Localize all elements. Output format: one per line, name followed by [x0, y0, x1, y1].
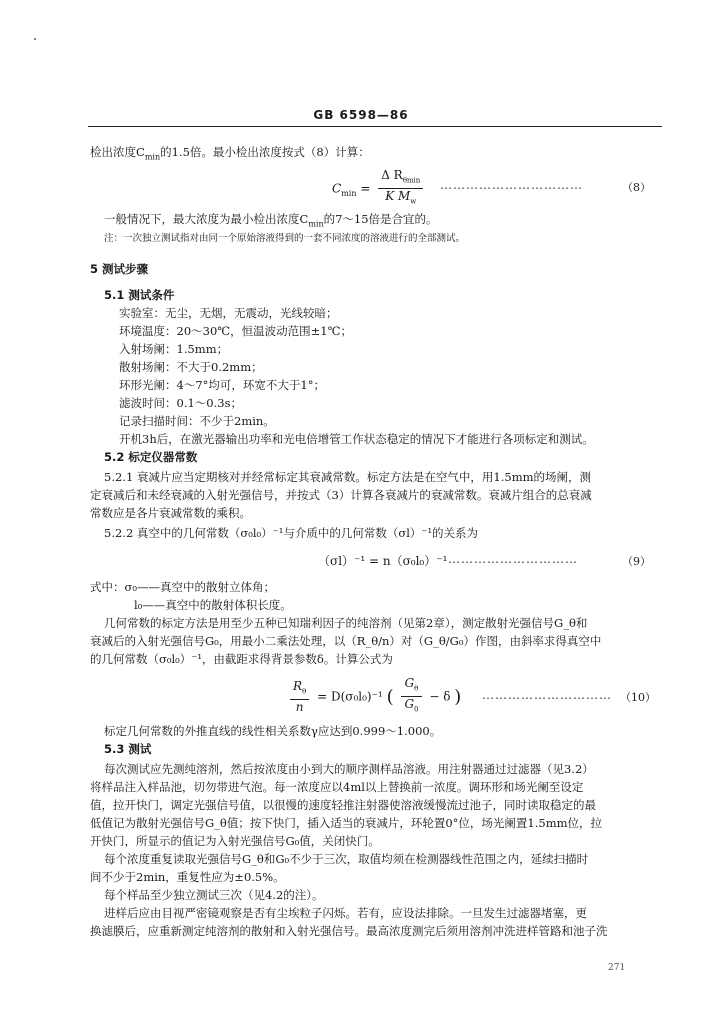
equation-8-fraction: $\frac{\Delta R_{\theta min}}{K M_w}$ [378, 168, 423, 210]
paragraph-line: 检出浓度$C_{min}$的1.5倍。最小检出浓度按式（8）计算： [90, 145, 370, 162]
equation-9-leader: ………………………… [448, 552, 578, 566]
paragraph-line: 将样品注入样品池，切勿带进气泡。每一浓度应以4ml以上替换前一浓度。调环形和场光阑至设定 [90, 780, 584, 794]
equation-10-lhs-fraction: $\frac{R_\theta}{n}$ [290, 679, 309, 715]
paragraph-line: 衰减后的入射光强信号G₀，用最小二乘法处理，以（R_θ/n）对（G_θ/G₀）作图，由斜率求得真空中 [90, 634, 602, 648]
equation-8-number: （8） [622, 181, 651, 194]
equation-8: $C_{min}$ = $\frac{\Delta R_{\theta min}}{K M_w}$ [332, 168, 427, 210]
section-5-1-heading: 5.1 测试条件 [104, 288, 175, 302]
condition-temperature: 环境温度：20～30℃，恒温波动范围±1℃； [119, 324, 352, 338]
paragraph-line: 每个浓度重复读取光强信号G_θ和G₀不少于三次，取值均须在检测器线性范围之内，延续扫描时 [104, 852, 589, 866]
section-5-2-heading: 5.2 标定仪器常数 [104, 450, 198, 464]
paragraph-line: 低值记为散射光强信号G_θ值；按下快门，插入适当的衰减片，环轮置0°位，场光阑置1.5mm位，拉 [90, 816, 603, 830]
condition-filter-time: 滤波时间：0.1～0.3s； [119, 396, 242, 410]
condition-scan-time: 记录扫描时间：不少于2min。 [119, 414, 275, 428]
condition-lab: 实验室：无尘，无烟，无震动，光线较暗； [119, 306, 338, 320]
equation-10-number: （10） [620, 691, 656, 704]
equation-9-number: （9） [622, 555, 651, 568]
scan-speck [34, 38, 36, 40]
equation-10-leader: ………………………… [482, 688, 612, 702]
condition-scatter-aperture: 散射场阑：不大于0.2mm； [119, 360, 263, 374]
paragraph-line: 5.2.2 真空中的几何常数（σ₀l₀）⁻¹与介质中的几何常数（σl）⁻¹的关系为 [104, 526, 479, 540]
paragraph-line: 开机3h后，在激光器输出功率和光电倍增管工作状态稳定的情况下才能进行各项标定和测试。 [119, 432, 594, 446]
condition-incident-aperture: 入射场阑：1.5mm； [119, 342, 229, 356]
paragraph-line: 换滤膜后，应重新测定纯溶剂的散射和入射光强信号。最高浓度测完后须用溶剂冲洗进样管路和池子洗 [90, 924, 608, 938]
paragraph-line: 的几何常数（σ₀l₀）⁻¹，由截距求得背景参数δ。计算公式为 [90, 652, 393, 666]
paragraph-line: 开快门，所显示的值记为入射光强信号G₀值，关闭快门。 [90, 834, 380, 848]
paragraph-line: 一般情况下，最大浓度为最小检出浓度$C_{min}$的7～15倍是合宜的。 [104, 212, 438, 229]
header-rule [88, 126, 662, 127]
paragraph-line: 常数应是各片衰减常数的乘积。 [90, 506, 251, 520]
paragraph-line: 进样后应由目视严密镜观察是否有尘埃粒子闪烁。若有，应设法排除。一旦发生过滤器堵塞，更 [104, 906, 587, 920]
paragraph-line: 值，拉开快门，调定光强信号值，以很慢的速度轻推注射器使溶液缓慢流过池子，同时读取稳定的最 [90, 798, 596, 812]
paragraph-line: 标定几何常数的外推直线的线性相关系数γ应达到0.999～1.000。 [104, 724, 442, 738]
section-5-3-heading: 5.3 测试 [104, 742, 152, 756]
paragraph-line: 几何常数的标定方法是用至少五种已知瑞利因子的纯溶剂（见第2章），测定散射光强信号G_θ和 [104, 616, 588, 630]
paragraph-line: 定衰减后和未经衰减的入射光强信号，并按式（3）计算各衰减片的衰减常数。衰减片组合的总衰减 [90, 488, 592, 502]
note-line: 注：一次独立测试指对由同一个原始溶液得到的一套不同浓度的溶液进行的全部测试。 [104, 233, 466, 244]
equation-10: $\frac{R_\theta}{n}$ = D(σ₀l₀)⁻¹ ( $\frac{G_\theta}{G_0}$ − δ ) [286, 676, 461, 718]
paragraph-line: 5.2.1 衰减片应当定期核对并经常标定其衰减常数。标定方法是在空气中，用1.5mm的场阑，测 [104, 470, 592, 484]
section-5-heading: 5 测试步骤 [90, 262, 149, 276]
where-line: 式中：σ₀——真空中的散射立体角； [90, 580, 275, 594]
equation-9: （σl）⁻¹ = n（σ₀l₀）⁻¹ [318, 554, 448, 568]
standard-code-header: GB 6598—86 [313, 108, 409, 122]
paragraph-line: 每次测试应先测纯溶剂，然后按浓度由小到大的顺序测样品溶液。用注射器通过过滤器（见3.2） [104, 762, 594, 776]
paragraph-line: 每个样品至少独立测试三次（见4.2的注）。 [104, 888, 324, 902]
equation-10-ratio-fraction: $\frac{G_\theta}{G_0}$ [401, 676, 421, 718]
where-line: l₀——真空中的散射体积长度。 [134, 598, 292, 612]
page-number: 271 [608, 963, 626, 973]
equation-8-leader: …………………………… [440, 178, 583, 192]
condition-ring-aperture: 环形光阑：4～7°均可，环宽不大于1°； [119, 378, 325, 392]
paragraph-line: 间不少于2min，重复性应为±0.5%。 [90, 870, 285, 884]
